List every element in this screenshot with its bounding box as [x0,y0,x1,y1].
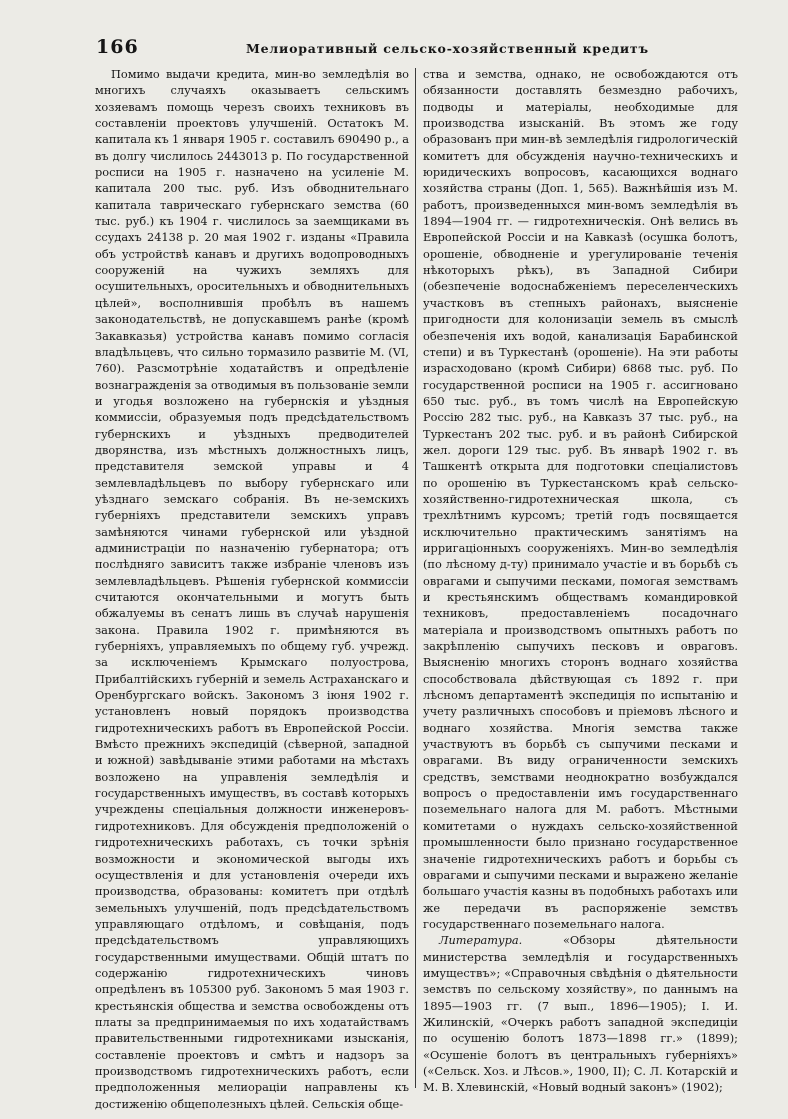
page-header [96,34,706,60]
right-column [423,66,738,1096]
body-paragraph: Помимо выдачи кредита, мин-во земледѣлія во многихъ случаяхъ оказываетъ сельскимъ хозяевамъ помощь черезъ своихъ техниковъ въ составленіи проектовъ улучшеній. Остатокъ М. капитала къ 1 января 1905 г. составилъ 690490 р., а въ долгу числилось 2443013 р. По государственной росписи на 1905 г. назначено на усиленіе М. капитала 200 тыс. руб. Изъ обводнительнаго капитала таврическаго губернскаго земства (60 тыс. руб.) къ 1904 г. числилось за заемщиками въ ссудахъ 24138 р. 20 мая 1902 г. изданы «Правила объ устройствѣ канавъ и другихъ водопроводныхъ сооруженій на чужихъ земляхъ для осушительныхъ, оросительныхъ и обводнительныхъ цѣлей», восполнившія пробѣлъ въ нашемъ законодательствѣ, не допускавшемъ ранѣе (кромѣ Закавказья) устройства канавъ помимо согласія владѣльцевъ, что сильно тормазило развитіе М. (VI, 760). Разсмотрѣніе ходатайствъ и опредѣленіе вознагражденія за отводимыя въ пользованіе земли и угодья возложено на губернскія и уѣздныя коммиссіи, образуемыя подъ предсѣдательствомъ губернскихъ и уѣздныхъ предводителей дворянства, изъ мѣстныхъ должностныхъ лицъ, представителя земской управы и 4 землевладѣльцевъ по выбору губернскаго или уѣзднаго земскаго собранія. Въ не-земскихъ губерніяхъ представители земскихъ управъ замѣняются чинами губернской или уѣздной администраціи по назначенію губернатора; отъ послѣдняго зависитъ также избраніе членовъ изъ землевладѣльцевъ. Рѣшенія губернской коммиссіи считаются окончательными и могутъ быть обжалуемы въ сенатъ лишь въ случаѣ нарушенія закона. Правила 1902 г. примѣняются въ губерніяхъ, управляемыхъ по общему губ. учрежд. за исключеніемъ Крымскаго полуострова, Прибалтійскихъ губерній и земель Астраханскаго и Оренбургскаго войскъ. Закономъ 3 іюня 1902 г. установленъ новый порядокъ производства гидротехническихъ работъ въ Европейской Россіи. Вмѣсто прежнихъ экспедицій (сѣверной, западной и южной) завѣдываніе этими работами на мѣстахъ возложено на управленія земледѣлія и государственныхъ имуществъ, въ составѣ которыхъ учреждены спеціальныя должности инженеровъ-гидротехниковъ. Для обсужденія предположеній о гидротехническихъ работахъ, съ точки зрѣнія возможности и экономической выгоды ихъ осуществленія и для установленія очереди ихъ производства, образованы: комитетъ при отдѣлѣ земельныхъ улучшеній, подъ предсѣдательствомъ управляющаго отдѣломъ, и совѣщанія, подъ предсѣдательствомъ управляющихъ государственными имуществами. Общій штатъ по содержанію гидротехническихъ чиновъ опредѣленъ въ 105300 руб. Закономъ 5 мая 1903 г. крестьянскія общества и земства освобождены отъ платы за предпринимаемыя по ихъ ходатайствамъ правительственными гидротехниками изысканія, составленіе проектовъ и смѣтъ и надзоръ за производствомъ гидротехническихъ работъ, если предположенныя мелиораціи направлены къ достиженію общеполезныхъ цѣлей. Сельскія обще- [95,67,409,1111]
page-number: 166 [96,36,139,58]
literature-text: «Обзоры дѣятельности министерства земледѣлія и государственныхъ имуществъ»; «Справочныя свѣдѣнія о дѣятельности земствъ по сельскому хозяйству», по даннымъ на 1895—1903 гг. (7 вып., 1896—1905); І. И. Жилинскій, «Очеркъ работъ западной экспедиціи по осушенію болотъ 1873—1898 гг.» (1899); «Осушеніе болотъ въ центральныхъ губерніяхъ» («Сельск. Хоз. и Лѣсов.», 1900, II); С. Л. Котарскій и М. В. Хлевинскій, «Новый водный законъ» (1902); [423,933,738,1095]
literature-heading: Литература. [439,933,523,948]
body-paragraph: ства и земства, однако, не освобождаются отъ обязанности доставлять безмездно рабочихъ, подводы и матеріалы, необходимые для производства изысканій. Въ этомъ же году образованъ при мин-вѣ земледѣлія гидрологическій комитетъ для обсужденія научно-техническихъ и юридическихъ вопросовъ, касающихся воднаго хозяйства страны (Доп. 1, 565). Важнѣйшія изъ М. работъ, произведенныхся мин-вомъ земледѣлія въ 1894—1904 гг. — гидротехническія. Онѣ велись въ Европейской Россіи и на Кавказѣ (осушка болотъ, орошеніе, обводненіе и урегулированіе теченія нѣкоторыхъ рѣкъ), въ Западной Сибири (обезпеченіе водоснабженіемъ переселенческихъ участковъ въ степныхъ районахъ, выясненіе пригодности для колонизаціи земель въ смыслѣ обезпеченія ихъ водой, канализація Барабинской степи) и въ Туркестанѣ (орошеніе). На эти работы израсходовано (кромѣ Сибири) 6868 тыс. руб. По государственной росписи на 1905 г. ассигновано 650 тыс. руб., въ томъ числѣ на Европейскую Россію 282 тыс. руб., на Кавказъ 37 тыс. руб., на Туркестанъ 202 тыс. руб. и въ районѣ Сибирской жел. дороги 129 тыс. руб. Въ январѣ 1902 г. въ Ташкентѣ открыта для подготовки спеціалистовъ по орошенію въ Туркестанскомъ краѣ сельско-хозяйственно-гидротехническая школа, съ трехлѣтнимъ курсомъ; третій годъ посвящается исключительно практическимъ занятіямъ на ирригаціонныхъ сооруженіяхъ. Мин-во земледѣлія (по лѣсному д-ту) принимало участіе и въ борьбѣ съ оврагами и сыпучими песками, помогая земствамъ и крестьянскимъ обществамъ командировкой техниковъ, предоставленіемъ посадочнаго матеріала и производствомъ опытныхъ работъ по закрѣпленію сыпучихъ песковъ и овраговъ. Выясненію многихъ сторонъ воднаго хозяйства способствовала дѣйствующая съ 1892 г. при лѣсномъ департаментѣ экспедиція по испытанію и учету различныхъ способовъ и пріемовъ лѣсного и воднаго хозяйства. Многія земства также участвуютъ въ борьбѣ съ сыпучими песками и оврагами. Въ виду ограниченности земскихъ средствъ, земствами неоднократно возбуждался вопросъ о предоставленіи имъ государственнаго поземельнаго налога для М. работъ. Мѣстными комитетами о нуждахъ сельско-хозяйственной промышленности было признано государственное значеніе гидротехническихъ работъ и борьбы съ оврагами и сыпучими песками и выражено желаніе большаго участія казны въ подобныхъ работахъ или же передачи въ распоряженіе земствъ государственнаго поземельнаго налога. [423,67,738,931]
column-divider [415,68,416,1088]
running-title: Мелиоративный сельско-хозяйственный кредитъ [246,41,649,56]
left-column [95,66,409,1111]
literature-paragraph [423,932,738,1095]
